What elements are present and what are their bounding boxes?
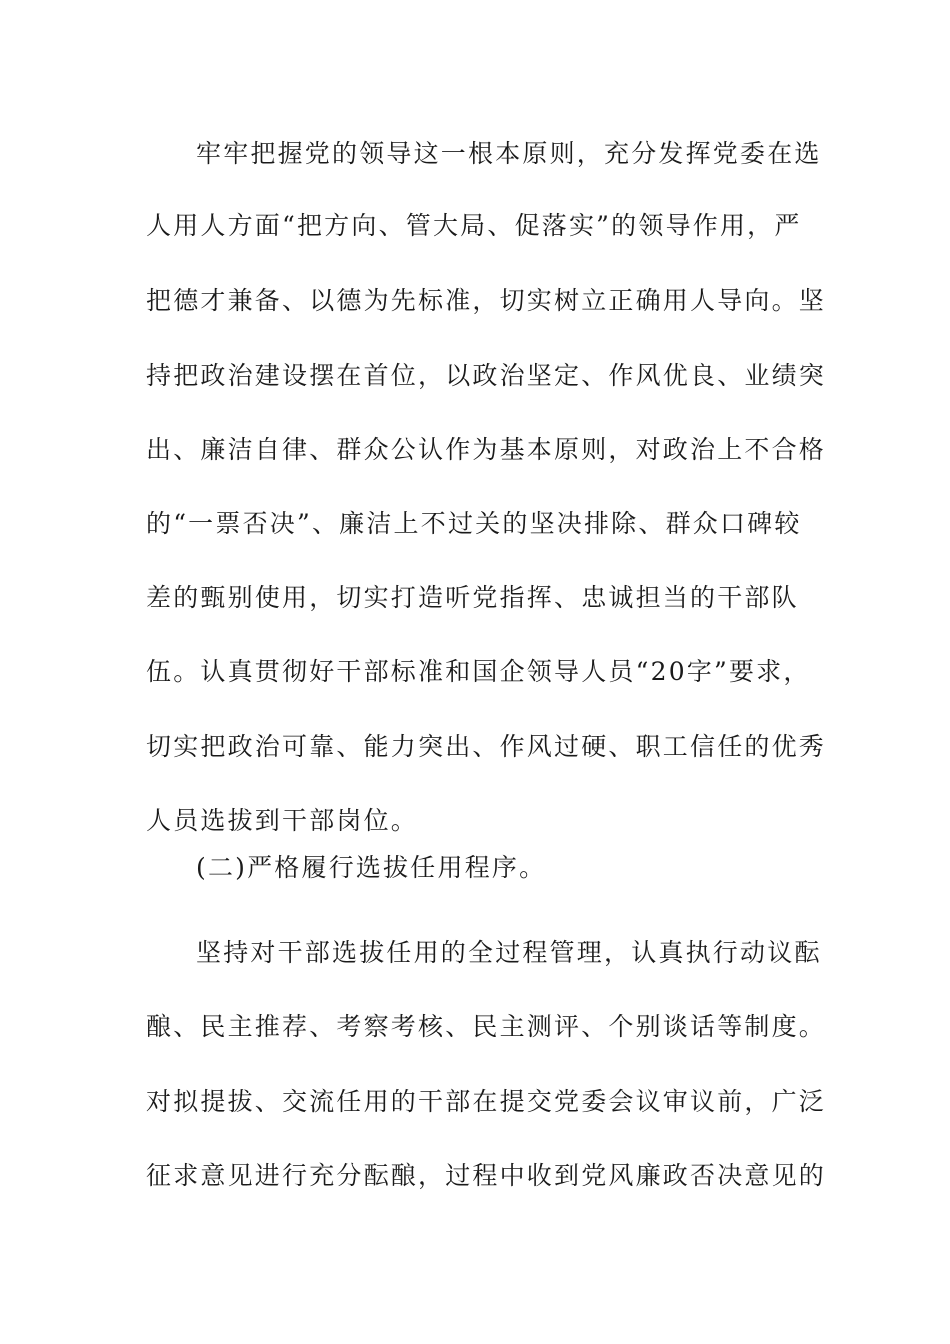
paragraph-line: 人员选拔到干部岗位。 bbox=[146, 806, 419, 835]
paragraph-line: 切实把政治可靠、能力突出、作风过硬、职工信任的优秀 bbox=[146, 732, 827, 761]
paragraph-line: 征求意见进行充分酝酿，过程中收到党风廉政否决意见的 bbox=[146, 1161, 827, 1190]
paragraph-line: 持把政治建设摆在首位，以政治坚定、作风优良、业绩突 bbox=[146, 361, 827, 390]
paragraph-line: 伍。认真贯彻好干部标准和国企领导人员“20字”要求， bbox=[146, 657, 811, 686]
section-heading: (二)严格履行选拔任用程序。 bbox=[196, 853, 547, 882]
paragraph-line: 差的甄别使用，切实打造听党指挥、忠诚担当的干部队 bbox=[146, 583, 799, 612]
paragraph-line: 对拟提拔、交流任用的干部在提交党委会议审议前，广泛 bbox=[146, 1087, 827, 1116]
paragraph-line: 坚持对干部选拔任用的全过程管理，认真执行动议酝 bbox=[196, 938, 822, 967]
paragraph-line: 人用人方面“把方向、管大局、促落实”的领导作用，严 bbox=[146, 211, 802, 240]
paragraph-line: 把德才兼备、以德为先标准，切实树立正确用人导向。坚 bbox=[146, 286, 827, 315]
paragraph-line: 的“一票否决”、廉洁上不过关的坚决排除、群众口碑较 bbox=[146, 509, 802, 538]
paragraph-line: 牢牢把握党的领导这一根本原则，充分发挥党委在选 bbox=[196, 139, 822, 168]
paragraph-line: 酿、民主推荐、考察考核、民主测评、个别谈话等制度。 bbox=[146, 1012, 827, 1041]
paragraph-line: 出、廉洁自律、群众公认作为基本原则，对政治上不合格 bbox=[146, 435, 827, 464]
